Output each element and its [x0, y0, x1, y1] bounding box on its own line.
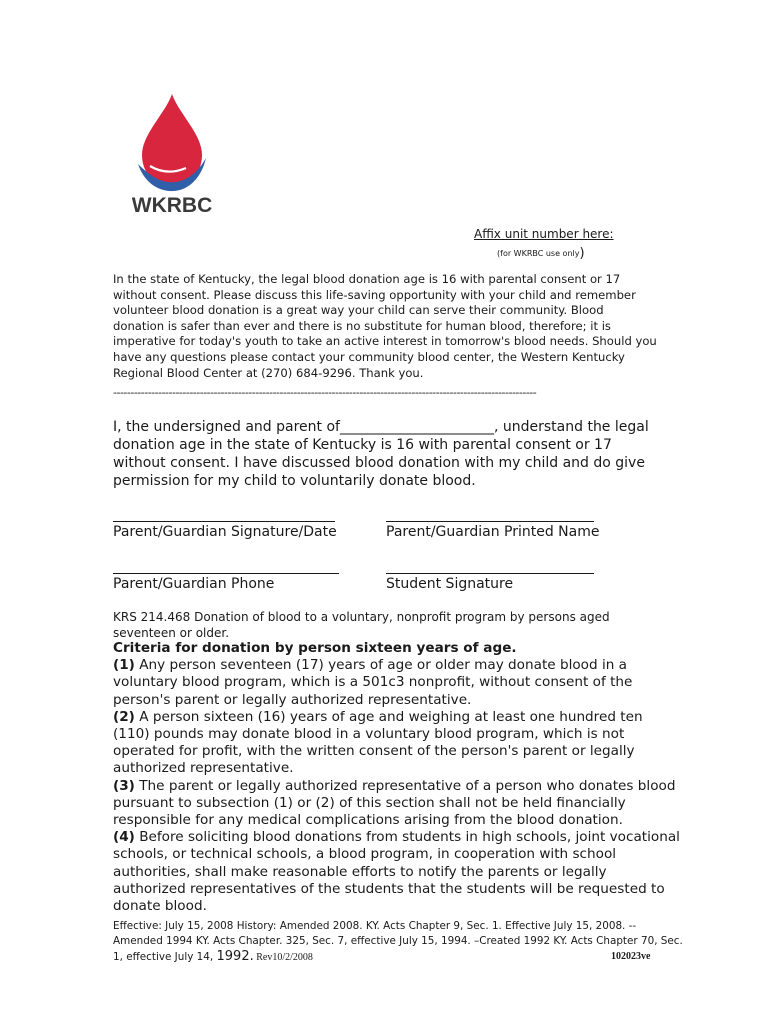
criteria-item: (4) Before soliciting blood donations from students in high schools, joint vocational schools, or technical schools, a blood program, in cooperation with school authorities, shall make reasonable efforts to notify the parents or legally authorized representatives of the students that the students will be requested to donate blood. — [113, 829, 680, 915]
criteria-item: (2) A person sixteen (16) years of age and weighing at least one hundred ten (110) pounds may donate blood in a voluntary blood program, which is not operated for profit, with the written consent of the person's parent or legally authorized representative. — [113, 708, 643, 777]
affix-unit-note: (for WKRBC use only) — [497, 246, 585, 261]
intro-paragraph: In the state of Kentucky, the legal blood donation age is 16 with parental consent or 17 without consent. Please discuss this life-saving opportunity with your child and remember volunteer blood donation is a great way your child can serve their community. Blood donation is safer than ever and there is no substitute for human blood, therefore; it is imperative for today's youth to take an active interest in tomorrow's blood needs. Should you have any questions please contact your community blood center, the Western Kentucky Regional Blood Center at (270) 684-9296. Thank you. — [113, 272, 657, 380]
student-signature-line[interactable] — [386, 573, 594, 574]
form-code: 102023ve — [611, 951, 651, 962]
history-footer: Effective: July 15, 2008 History: Amended 2008. KY. Acts Chapter 9, Sec. 1. Effective July 15, 2008. -- Amended 1994 KY. Acts Chapter. 325, Sec. 7, effective July 15, 1994. –Created 1992 KY. Acts Chapter 70, Sec. 1, effective July 14, 1992. Rev10/2/2008 — [113, 920, 683, 965]
wkrbc-logo — [132, 92, 212, 216]
parent-signature-label: Parent/Guardian Signature/Date — [113, 524, 337, 540]
parent-phone-line[interactable] — [113, 573, 339, 574]
criteria-item: (1) Any person seventeen (17) years of age or older may donate blood in a voluntary blood program, which is a 501c3 nonprofit, without consent of the person's parent or legally authorized representative. — [113, 657, 633, 708]
krs-statute-title: KRS 214.468 Donation of blood to a voluntary, nonprofit program by persons aged seventeen or older. — [113, 610, 610, 640]
parent-phone-label: Parent/Guardian Phone — [113, 576, 275, 592]
criteria-heading: Criteria for donation by person sixteen years of age. — [113, 640, 517, 656]
criteria-item: (3) The parent or legally authorized representative of a person who donates blood pursuant to subsection (1) or (2) of this section shall not be held financially responsible for any medical complications arising from the blood donation. — [113, 777, 676, 829]
blood-drop-icon — [142, 94, 202, 187]
criteria-section — [113, 640, 683, 915]
student-signature-label: Student Signature — [386, 576, 514, 592]
parent-name-label: Parent/Guardian Printed Name — [386, 524, 600, 540]
parent-signature-line[interactable] — [113, 521, 335, 522]
consent-statement: I, the undersigned and parent of______________________, understand the legal donation age in the state of Kentucky is 16 with parental consent or 17 without consent. I have discussed blood donation with my child and do give permission for my child to voluntarily donate blood. — [113, 419, 649, 489]
dashed-divider: -------------------------------------------------------------------------------------------------------------------------- — [113, 386, 537, 399]
logo-text: WKRBC — [132, 194, 212, 216]
affix-unit-label: Affix unit number here: — [474, 227, 614, 241]
parent-name-line[interactable] — [386, 521, 594, 522]
